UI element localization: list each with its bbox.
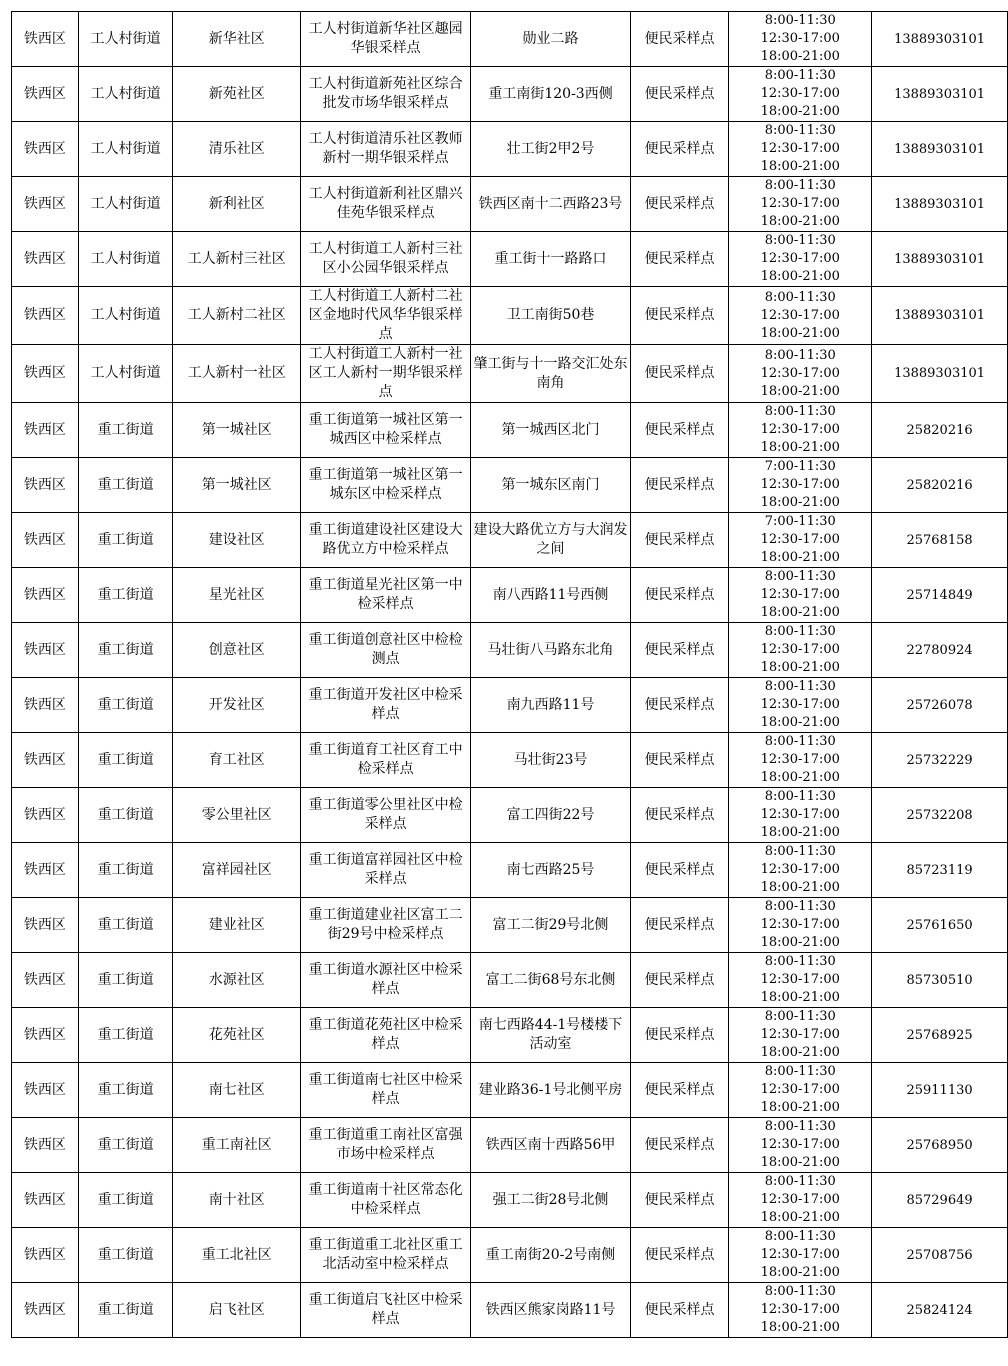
table-body	[12, 12, 1008, 1338]
street-cell: 重工街道	[78, 1173, 173, 1228]
address-cell: 富工二街68号东北侧	[471, 953, 630, 1008]
phone-cell: 22780924	[872, 623, 1008, 678]
table-row	[12, 623, 1008, 678]
hours-cell	[729, 733, 872, 788]
table-row	[12, 843, 1008, 898]
district-cell: 铁西区	[12, 1283, 79, 1338]
hours-slot: 8:00-11:30	[764, 1284, 836, 1299]
hours-slot: 8:00-11:30	[764, 1229, 836, 1244]
district-cell: 铁西区	[12, 623, 79, 678]
address-cell: 南七西路25号	[471, 843, 630, 898]
hours-slot: 8:00-11:30	[764, 1009, 836, 1024]
street-cell: 重工街道	[78, 1008, 173, 1063]
community-cell: 工人新村一社区	[173, 345, 301, 403]
hours-cell	[729, 678, 872, 733]
hours-slot: 18:00-21:00	[760, 1265, 840, 1280]
hours-slot: 12:30-17:00	[760, 1082, 840, 1097]
community-cell: 工人新村二社区	[173, 287, 301, 345]
hours-slot: 12:30-17:00	[760, 917, 840, 932]
district-cell: 铁西区	[12, 12, 79, 67]
site-name-cell: 重工街道启飞社区中检采样点	[300, 1283, 470, 1338]
street-cell: 重工街道	[78, 898, 173, 953]
table-row	[12, 1228, 1008, 1283]
hours-slot: 8:00-11:30	[764, 569, 836, 584]
site-name-cell: 重工街道开发社区中检采样点	[300, 678, 470, 733]
table-row	[12, 403, 1008, 458]
hours-slot: 18:00-21:00	[760, 1320, 840, 1335]
hours-slot: 8:00-11:30	[764, 123, 836, 138]
district-cell: 铁西区	[12, 513, 79, 568]
address-cell: 重工街十一路路口	[471, 232, 630, 287]
site-name-cell: 重工街道创意社区中检检测点	[300, 623, 470, 678]
street-cell: 重工街道	[78, 953, 173, 1008]
site-type-cell: 便民采样点	[630, 513, 729, 568]
hours-slot: 18:00-21:00	[760, 495, 840, 510]
hours-slot: 18:00-21:00	[760, 1155, 840, 1170]
address-cell: 重工南街20-2号南侧	[471, 1228, 630, 1283]
phone-cell: 13889303101	[872, 67, 1008, 122]
hours-slot: 18:00-21:00	[760, 1210, 840, 1225]
street-cell: 工人村街道	[78, 345, 173, 403]
phone-cell: 85730510	[872, 953, 1008, 1008]
hours-cell	[729, 568, 872, 623]
hours-cell	[729, 67, 872, 122]
hours-cell	[729, 232, 872, 287]
phone-cell: 25768925	[872, 1008, 1008, 1063]
hours-cell	[729, 1008, 872, 1063]
district-cell: 铁西区	[12, 1063, 79, 1118]
address-cell: 强工二街28号北侧	[471, 1173, 630, 1228]
address-cell: 卫工南街50巷	[471, 287, 630, 345]
hours-slot: 8:00-11:30	[764, 844, 836, 859]
hours-slot: 12:30-17:00	[760, 972, 840, 987]
hours-slot: 18:00-21:00	[760, 605, 840, 620]
hours-cell	[729, 1063, 872, 1118]
street-cell: 重工街道	[78, 513, 173, 568]
site-name-cell: 工人村街道工人新村三社区小公园华银采样点	[300, 232, 470, 287]
site-type-cell: 便民采样点	[630, 177, 729, 232]
testing-sites-table	[11, 11, 1008, 1338]
phone-cell: 25714849	[872, 568, 1008, 623]
hours-slot: 8:00-11:30	[764, 624, 836, 639]
hours-slot: 18:00-21:00	[760, 770, 840, 785]
site-name-cell: 重工街道零公里社区中检采样点	[300, 788, 470, 843]
hours-slot: 12:30-17:00	[760, 587, 840, 602]
hours-slot: 8:00-11:30	[764, 178, 836, 193]
community-cell: 星光社区	[173, 568, 301, 623]
site-type-cell: 便民采样点	[630, 403, 729, 458]
address-cell: 马壮街23号	[471, 733, 630, 788]
site-type-cell: 便民采样点	[630, 67, 729, 122]
site-name-cell: 工人村街道新利社区鼎兴佳苑华银采样点	[300, 177, 470, 232]
address-cell: 第一城东区南门	[471, 458, 630, 513]
hours-slot: 8:00-11:30	[764, 347, 836, 363]
hours-slot: 18:00-21:00	[760, 1100, 840, 1115]
hours-slot: 12:30-17:00	[760, 251, 840, 266]
site-name-cell: 重工街道星光社区第一中检采样点	[300, 568, 470, 623]
site-name-cell: 重工街道富祥园社区中检采样点	[300, 843, 470, 898]
hours-slot: 8:00-11:30	[764, 679, 836, 694]
district-cell: 铁西区	[12, 733, 79, 788]
phone-cell: 25824124	[872, 1283, 1008, 1338]
hours-slot: 8:00-11:30	[764, 1119, 836, 1134]
hours-slot: 12:30-17:00	[760, 422, 840, 437]
district-cell: 铁西区	[12, 568, 79, 623]
hours-slot: 12:30-17:00	[760, 86, 840, 101]
table-row	[12, 122, 1008, 177]
site-type-cell: 便民采样点	[630, 122, 729, 177]
address-cell: 建业路36-1号北侧平房	[471, 1063, 630, 1118]
hours-slot: 18:00-21:00	[760, 325, 840, 341]
community-cell: 重工南社区	[173, 1118, 301, 1173]
phone-cell: 85723119	[872, 843, 1008, 898]
hours-cell	[729, 623, 872, 678]
street-cell: 工人村街道	[78, 12, 173, 67]
site-name-cell: 重工街道建设社区建设大路优立方中检采样点	[300, 513, 470, 568]
table-row	[12, 513, 1008, 568]
community-cell: 第一城社区	[173, 403, 301, 458]
hours-slot: 12:30-17:00	[760, 1247, 840, 1262]
site-type-cell: 便民采样点	[630, 1008, 729, 1063]
site-type-cell: 便民采样点	[630, 623, 729, 678]
site-type-cell: 便民采样点	[630, 1118, 729, 1173]
hours-slot: 8:00-11:30	[764, 954, 836, 969]
phone-cell: 25708756	[872, 1228, 1008, 1283]
site-type-cell: 便民采样点	[630, 232, 729, 287]
district-cell: 铁西区	[12, 1118, 79, 1173]
hours-slot: 18:00-21:00	[760, 550, 840, 565]
community-cell: 花苑社区	[173, 1008, 301, 1063]
site-name-cell: 工人村街道工人新村一社区工人新村一期华银采样点	[300, 345, 470, 403]
phone-cell: 85729649	[872, 1173, 1008, 1228]
hours-slot: 12:30-17:00	[760, 752, 840, 767]
hours-cell	[729, 458, 872, 513]
table-row	[12, 898, 1008, 953]
hours-slot: 12:30-17:00	[760, 141, 840, 156]
address-cell: 南七西路44-1号楼楼下活动室	[471, 1008, 630, 1063]
table-row	[12, 67, 1008, 122]
district-cell: 铁西区	[12, 1008, 79, 1063]
district-cell: 铁西区	[12, 287, 79, 345]
hours-slot: 18:00-21:00	[760, 214, 840, 229]
hours-slot: 8:00-11:30	[764, 1064, 836, 1079]
hours-slot: 12:30-17:00	[760, 1192, 840, 1207]
street-cell: 重工街道	[78, 843, 173, 898]
address-cell: 南九西路11号	[471, 678, 630, 733]
phone-cell: 25820216	[872, 458, 1008, 513]
hours-slot: 18:00-21:00	[760, 825, 840, 840]
district-cell: 铁西区	[12, 843, 79, 898]
district-cell: 铁西区	[12, 122, 79, 177]
hours-cell	[729, 513, 872, 568]
table-row	[12, 1008, 1008, 1063]
table-row	[12, 1173, 1008, 1228]
site-name-cell: 重工街道建业社区富工二街29号中检采样点	[300, 898, 470, 953]
hours-slot: 18:00-21:00	[760, 383, 840, 399]
street-cell: 重工街道	[78, 403, 173, 458]
community-cell: 零公里社区	[173, 788, 301, 843]
phone-cell: 25732229	[872, 733, 1008, 788]
hours-slot: 18:00-21:00	[760, 49, 840, 64]
hours-cell	[729, 177, 872, 232]
site-type-cell: 便民采样点	[630, 953, 729, 1008]
address-cell: 建设大路优立方与大润发之间	[471, 513, 630, 568]
hours-slot: 12:30-17:00	[760, 807, 840, 822]
hours-slot: 12:30-17:00	[760, 1027, 840, 1042]
hours-cell	[729, 345, 872, 403]
hours-cell	[729, 1173, 872, 1228]
table-row	[12, 458, 1008, 513]
hours-slot: 12:30-17:00	[760, 532, 840, 547]
district-cell: 铁西区	[12, 678, 79, 733]
street-cell: 重工街道	[78, 733, 173, 788]
phone-cell: 25726078	[872, 678, 1008, 733]
hours-cell	[729, 1228, 872, 1283]
site-name-cell: 重工街道重工南社区富强市场中检采样点	[300, 1118, 470, 1173]
district-cell: 铁西区	[12, 177, 79, 232]
street-cell: 重工街道	[78, 623, 173, 678]
community-cell: 启飞社区	[173, 1283, 301, 1338]
street-cell: 重工街道	[78, 678, 173, 733]
hours-cell	[729, 287, 872, 345]
community-cell: 清乐社区	[173, 122, 301, 177]
street-cell: 重工街道	[78, 1283, 173, 1338]
address-cell: 壮工街2甲2号	[471, 122, 630, 177]
hours-slot: 12:30-17:00	[760, 862, 840, 877]
site-name-cell: 工人村街道新华社区趣园华银采样点	[300, 12, 470, 67]
table-row	[12, 953, 1008, 1008]
hours-slot: 18:00-21:00	[760, 935, 840, 950]
district-cell: 铁西区	[12, 1228, 79, 1283]
phone-cell: 25768950	[872, 1118, 1008, 1173]
hours-slot: 8:00-11:30	[764, 404, 836, 419]
community-cell: 新苑社区	[173, 67, 301, 122]
hours-slot: 18:00-21:00	[760, 159, 840, 174]
district-cell: 铁西区	[12, 1173, 79, 1228]
community-cell: 水源社区	[173, 953, 301, 1008]
hours-cell	[729, 122, 872, 177]
street-cell: 工人村街道	[78, 232, 173, 287]
phone-cell: 25761650	[872, 898, 1008, 953]
community-cell: 南七社区	[173, 1063, 301, 1118]
hours-cell	[729, 788, 872, 843]
hours-cell	[729, 1118, 872, 1173]
hours-slot: 18:00-21:00	[760, 104, 840, 119]
hours-slot: 18:00-21:00	[760, 880, 840, 895]
street-cell: 重工街道	[78, 568, 173, 623]
table-row	[12, 287, 1008, 345]
phone-cell: 25911130	[872, 1063, 1008, 1118]
hours-slot: 8:00-11:30	[764, 289, 836, 305]
site-type-cell: 便民采样点	[630, 898, 729, 953]
street-cell: 工人村街道	[78, 177, 173, 232]
district-cell: 铁西区	[12, 232, 79, 287]
hours-cell	[729, 403, 872, 458]
phone-cell: 13889303101	[872, 232, 1008, 287]
hours-slot: 12:30-17:00	[760, 642, 840, 657]
community-cell: 育工社区	[173, 733, 301, 788]
hours-slot: 18:00-21:00	[760, 990, 840, 1005]
district-cell: 铁西区	[12, 403, 79, 458]
phone-cell: 13889303101	[872, 345, 1008, 403]
hours-slot: 12:30-17:00	[760, 477, 840, 492]
table-row	[12, 568, 1008, 623]
table-row	[12, 1283, 1008, 1338]
hours-slot: 8:00-11:30	[764, 233, 836, 248]
address-cell: 铁西区南十西路56甲	[471, 1118, 630, 1173]
community-cell: 富祥园社区	[173, 843, 301, 898]
table-row	[12, 733, 1008, 788]
address-cell: 重工南街120-3西侧	[471, 67, 630, 122]
hours-slot: 12:30-17:00	[760, 1302, 840, 1317]
address-cell: 第一城西区北门	[471, 403, 630, 458]
phone-cell: 13889303101	[872, 122, 1008, 177]
site-type-cell: 便民采样点	[630, 287, 729, 345]
community-cell: 第一城社区	[173, 458, 301, 513]
district-cell: 铁西区	[12, 953, 79, 1008]
site-name-cell: 工人村街道工人新村二社区金地时代风华华银采样点	[300, 287, 470, 345]
community-cell: 创意社区	[173, 623, 301, 678]
hours-slot: 8:00-11:30	[764, 899, 836, 914]
table-row	[12, 345, 1008, 403]
street-cell: 重工街道	[78, 1118, 173, 1173]
site-type-cell: 便民采样点	[630, 1063, 729, 1118]
community-cell: 重工北社区	[173, 1228, 301, 1283]
site-type-cell: 便民采样点	[630, 568, 729, 623]
site-type-cell: 便民采样点	[630, 1228, 729, 1283]
site-name-cell: 重工街道南十社区常态化中检采样点	[300, 1173, 470, 1228]
hours-cell	[729, 1283, 872, 1338]
site-type-cell: 便民采样点	[630, 788, 729, 843]
hours-cell	[729, 12, 872, 67]
site-name-cell: 重工街道第一城社区第一城东区中检采样点	[300, 458, 470, 513]
address-cell: 马壮街八马路东北角	[471, 623, 630, 678]
hours-slot: 18:00-21:00	[760, 440, 840, 455]
hours-slot: 18:00-21:00	[760, 660, 840, 675]
hours-slot: 18:00-21:00	[760, 715, 840, 730]
address-cell: 铁西区南十二西路23号	[471, 177, 630, 232]
hours-cell	[729, 953, 872, 1008]
hours-slot: 12:30-17:00	[760, 196, 840, 211]
site-name-cell: 重工街道水源社区中检采样点	[300, 953, 470, 1008]
site-type-cell: 便民采样点	[630, 678, 729, 733]
site-name-cell: 重工街道花苑社区中检采样点	[300, 1008, 470, 1063]
hours-slot: 18:00-21:00	[760, 269, 840, 284]
district-cell: 铁西区	[12, 898, 79, 953]
address-cell: 肇工街与十一路交汇处东南角	[471, 345, 630, 403]
hours-slot: 8:00-11:30	[764, 68, 836, 83]
street-cell: 重工街道	[78, 458, 173, 513]
site-name-cell: 重工街道第一城社区第一城西区中检采样点	[300, 403, 470, 458]
street-cell: 工人村街道	[78, 67, 173, 122]
hours-slot: 12:30-17:00	[760, 1137, 840, 1152]
site-type-cell: 便民采样点	[630, 843, 729, 898]
street-cell: 重工街道	[78, 1228, 173, 1283]
hours-slot: 8:00-11:30	[764, 13, 836, 28]
address-cell: 铁西区熊家岗路11号	[471, 1283, 630, 1338]
hours-slot: 8:00-11:30	[764, 1174, 836, 1189]
table-row	[12, 12, 1008, 67]
phone-cell: 25732208	[872, 788, 1008, 843]
hours-slot: 12:30-17:00	[760, 697, 840, 712]
site-name-cell: 重工街道南七社区中检采样点	[300, 1063, 470, 1118]
community-cell: 建业社区	[173, 898, 301, 953]
address-cell: 勋业二路	[471, 12, 630, 67]
community-cell: 新华社区	[173, 12, 301, 67]
phone-cell: 25820216	[872, 403, 1008, 458]
site-name-cell: 重工街道重工北社区重工北活动室中检采样点	[300, 1228, 470, 1283]
hours-slot: 8:00-11:30	[764, 734, 836, 749]
district-cell: 铁西区	[12, 788, 79, 843]
district-cell: 铁西区	[12, 458, 79, 513]
hours-slot: 18:00-21:00	[760, 1045, 840, 1060]
community-cell: 新利社区	[173, 177, 301, 232]
hours-slot: 12:30-17:00	[760, 365, 840, 381]
phone-cell: 13889303101	[872, 287, 1008, 345]
community-cell: 建设社区	[173, 513, 301, 568]
table-row	[12, 232, 1008, 287]
site-name-cell: 工人村街道新苑社区综合批发市场华银采样点	[300, 67, 470, 122]
street-cell: 工人村街道	[78, 122, 173, 177]
address-cell: 富工二街29号北侧	[471, 898, 630, 953]
hours-slot: 12:30-17:00	[760, 31, 840, 46]
phone-cell: 13889303101	[872, 177, 1008, 232]
address-cell: 富工四街22号	[471, 788, 630, 843]
hours-cell	[729, 898, 872, 953]
table-row	[12, 1063, 1008, 1118]
site-type-cell: 便民采样点	[630, 1173, 729, 1228]
community-cell: 工人新村三社区	[173, 232, 301, 287]
district-cell: 铁西区	[12, 67, 79, 122]
hours-slot: 7:00-11:30	[764, 514, 836, 529]
hours-slot: 7:00-11:30	[764, 459, 836, 474]
street-cell: 重工街道	[78, 788, 173, 843]
table-row	[12, 1118, 1008, 1173]
site-type-cell: 便民采样点	[630, 345, 729, 403]
community-cell: 开发社区	[173, 678, 301, 733]
address-cell: 南八西路11号西侧	[471, 568, 630, 623]
hours-slot: 12:30-17:00	[760, 307, 840, 323]
phone-cell: 25768158	[872, 513, 1008, 568]
site-name-cell: 重工街道育工社区育工中检采样点	[300, 733, 470, 788]
site-type-cell: 便民采样点	[630, 12, 729, 67]
hours-cell	[729, 843, 872, 898]
phone-cell: 13889303101	[872, 12, 1008, 67]
hours-slot: 8:00-11:30	[764, 789, 836, 804]
table-row	[12, 177, 1008, 232]
table-row	[12, 788, 1008, 843]
street-cell: 重工街道	[78, 1063, 173, 1118]
site-type-cell: 便民采样点	[630, 733, 729, 788]
site-type-cell: 便民采样点	[630, 458, 729, 513]
district-cell: 铁西区	[12, 345, 79, 403]
site-type-cell: 便民采样点	[630, 1283, 729, 1338]
community-cell: 南十社区	[173, 1173, 301, 1228]
table-row	[12, 678, 1008, 733]
street-cell: 工人村街道	[78, 287, 173, 345]
site-name-cell: 工人村街道清乐社区教师新村一期华银采样点	[300, 122, 470, 177]
